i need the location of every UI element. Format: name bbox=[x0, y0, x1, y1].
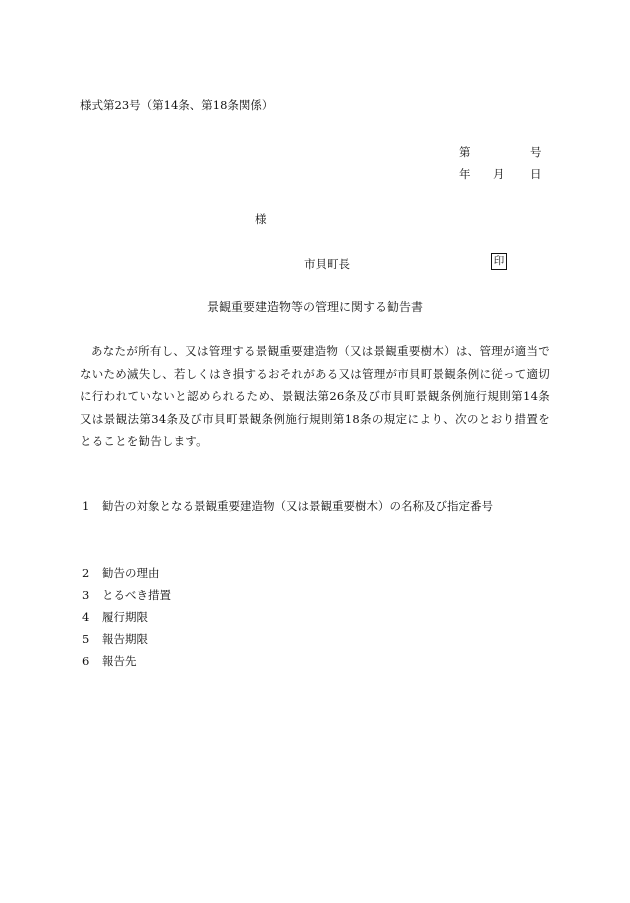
date-day-label: 日 bbox=[530, 167, 542, 181]
list-item-label: 勧告の理由 bbox=[102, 566, 160, 580]
list-item-number: 4 bbox=[82, 610, 90, 624]
list-item bbox=[82, 609, 148, 625]
list-item-label: 勧告の対象となる景観重要建造物（又は景観重要樹木）の名称及び指定番号 bbox=[102, 499, 493, 513]
list-item-number: 3 bbox=[82, 588, 90, 602]
list-item bbox=[82, 631, 148, 647]
list-item bbox=[82, 587, 171, 603]
seal-stamp: 印 bbox=[491, 253, 507, 270]
list-item bbox=[82, 653, 137, 669]
list-item-number: 6 bbox=[82, 654, 90, 668]
list-item-number: 5 bbox=[82, 632, 90, 646]
document-number-suffix: 号 bbox=[530, 145, 542, 159]
issuer-name: 市貝町長 bbox=[304, 257, 350, 271]
document-number-prefix: 第 bbox=[459, 145, 471, 159]
list-item-number: 1 bbox=[82, 499, 90, 513]
document-title: 景観重要建造物等の管理に関する勧告書 bbox=[206, 300, 423, 314]
list-item-label: 報告先 bbox=[102, 654, 137, 668]
date-year-label: 年 bbox=[459, 167, 471, 181]
body-paragraph: あなたが所有し、又は管理する景観重要建造物（又は景観重要樹木）は、管理が適当でないため滅失し、若しくはき損するおそれがある又は管理が市貝町景観条例に従って適切に行われていないと認められるため、景観法第26条及び市貝町景観条例施行規則第14条又は景観法第34条及び市貝町景観条例施行規則第18条の規定により、次のとおり措置をとることを勧告します。 bbox=[80, 344, 550, 448]
list-item-label: 履行期限 bbox=[102, 610, 148, 624]
list-item-label: 報告期限 bbox=[102, 632, 148, 646]
form-reference: 様式第23号（第14条、第18条関係） bbox=[80, 98, 274, 112]
list-item bbox=[82, 565, 160, 581]
list-item-number: 2 bbox=[82, 566, 90, 580]
list-item-label: とるべき措置 bbox=[102, 588, 171, 602]
list-item bbox=[82, 498, 493, 514]
date-month-label: 月 bbox=[493, 167, 505, 181]
addressee-suffix: 様 bbox=[255, 212, 267, 226]
